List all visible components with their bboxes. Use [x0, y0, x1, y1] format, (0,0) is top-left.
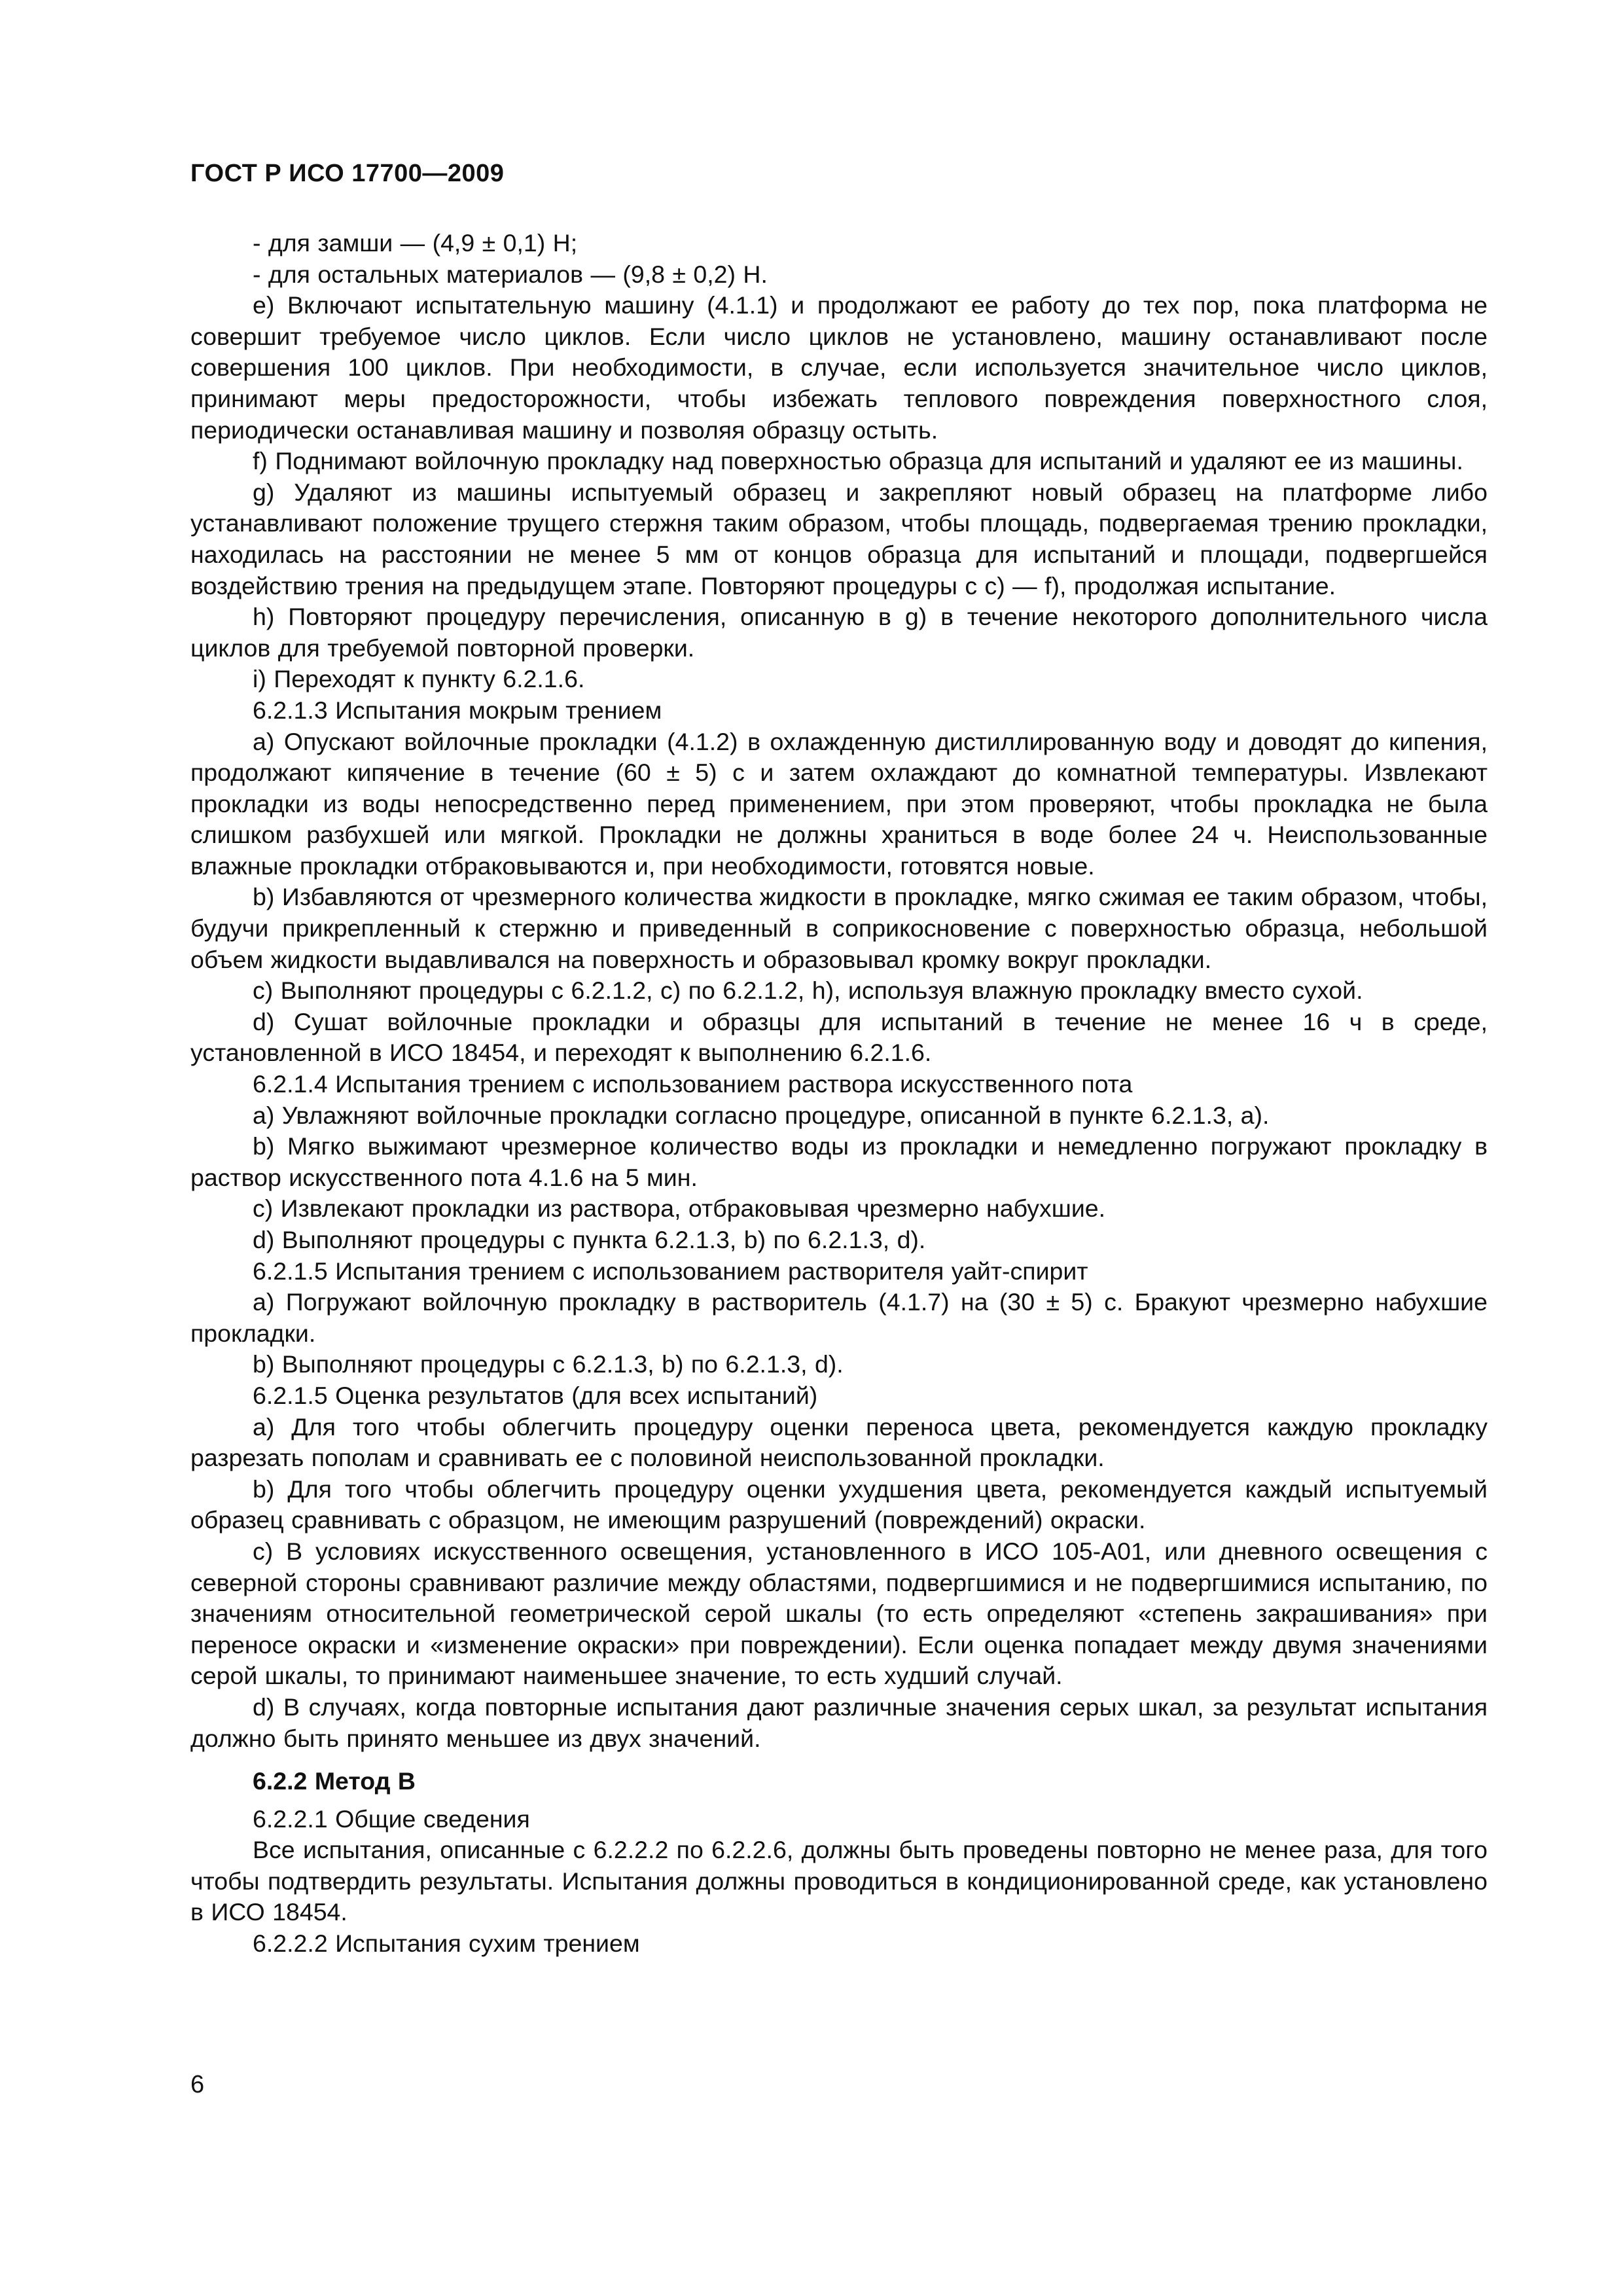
paragraph: b) Мягко выжимают чрезмерное количество воды из прокладки и немедленно погружают прокладку в раствор искусственного пота 4.1.6 на 5 мин.	[190, 1132, 1488, 1191]
paragraph: a) Для того чтобы облегчить процедуру оценки переноса цвета, рекомендуется каждую прокладку разрезать пополам и сравнивать ее с половиной неиспользованной прокладки.	[190, 1412, 1488, 1472]
paragraph: f) Поднимают войлочную прокладку над поверхностью образца для испытаний и удаляют ее из машины.	[253, 447, 1463, 475]
subsection-title: 6.2.2.1 Общие сведения	[253, 1804, 530, 1833]
paragraph: - для замши — (4,9 ± 0,1) Н;	[253, 229, 578, 257]
paragraph: b) Избавляются от чрезмерного количества жидкости в прокладке, мягко сжимая ее таким образом, чтобы, будучи прикрепленный к стержню и приведенный в соприкосновение с поверхностью образца, небольшой объем жидкости выдавливался на поверхность и образовывал кромку вокруг прокладки.	[190, 883, 1488, 973]
paragraph: d) Выполняют процедуры с пункта 6.2.1.3, b) по 6.2.1.3, d).	[253, 1226, 926, 1253]
paragraph: a) Увлажняют войлочные прокладки согласно процедуре, описанной в пункте 6.2.1.3, a).	[253, 1101, 1270, 1129]
paragraph: c) В условиях искусственного освещения, установленного в ИСО 105-А01, или дневного освещения с северной стороны сравнивают различие между областями, подвергшимися и не подвергшимися испытанию, по значениям относительной геометрической серой шкалы (то есть определяют «степень закрашивания» при переносе окраски и «изменение окраски» при повреждении). Если оценка попадает между двумя значениями серой шкалы, то принимают наименьшее значение, то есть худший случай.	[190, 1537, 1488, 1690]
subsection-title: 6.2.2.2 Испытания сухим трением	[253, 1929, 640, 1958]
document-header: ГОСТ Р ИСО 17700—2009	[190, 160, 505, 187]
paragraph: a) Погружают войлочную прокладку в растворитель (4.1.7) на (30 ± 5) с. Бракуют чрезмерно набухшие прокладки.	[190, 1288, 1488, 1347]
subsection-title: 6.2.1.4 Испытания трением с использованием раствора искусственного пота	[253, 1070, 1133, 1098]
paragraph: d) Сушат войлочные прокладки и образцы для испытаний в течение не менее 16 ч в среде, установленной в ИСО 18454, и переходят к выполнению 6.2.1.6.	[190, 1007, 1488, 1067]
paragraph: е) Включают испытательную машину (4.1.1) и продолжают ее работу до тех пор, пока платформа не совершит требуемое число циклов. Если число циклов не установлено, машину останавливают после совершения 100 циклов. При необходимости, в случае, если используется значительное число циклов, принимают меры предосторожности, чтобы избежать теплового повреждения поверхностного слоя, периодически останавливая машину и позволяя образцу остыть.	[190, 291, 1488, 444]
document-body	[190, 228, 1488, 1960]
subsection-title: 6.2.1.5 Оценка результатов (для всех испытаний)	[253, 1381, 818, 1409]
paragraph: - для остальных материалов — (9,8 ± 0,2) Н.	[253, 260, 768, 288]
paragraph: b) Выполняют процедуры с 6.2.1.3, b) по 6.2.1.3, d).	[253, 1350, 844, 1378]
paragraph: c) Извлекают прокладки из раствора, отбраковывая чрезмерно набухшие.	[253, 1194, 1106, 1223]
section-heading: 6.2.2 Метод В	[253, 1767, 416, 1795]
paragraph: c) Выполняют процедуры с 6.2.1.2, c) по 6.2.1.2, h), используя влажную прокладку вместо сухой.	[253, 977, 1363, 1005]
paragraph: b) Для того чтобы облегчить процедуру оценки ухудшения цвета, рекомендуется каждый испытуемый образец сравнивать с образцом, не имеющим разрушений (повреждений) окраски.	[190, 1475, 1488, 1534]
paragraph: h) Повторяют процедуру перечисления, описанную в g) в течение некоторого дополнительного числа циклов для требуемой повторной проверки.	[190, 603, 1488, 662]
paragraph: i) Переходят к пункту 6.2.1.6.	[253, 665, 585, 693]
paragraph: Все испытания, описанные с 6.2.2.2 по 6.2.2.6, должны быть проведены повторно не менее раза, для того чтобы подтвердить результаты. Испытания должны проводиться в кондиционированной среде, как установлено в ИСО 18454.	[190, 1836, 1488, 1926]
paragraph: g) Удаляют из машины испытуемый образец и закрепляют новый образец на платформе либо устанавливают положение трущего стержня таким образом, чтобы площадь, подвергаемая трению прокладки, находилась на расстоянии не менее 5 мм от концов образца для испытаний и площади, подвергшейся воздействию трения на предыдущем этапе. Повторяют процедуры с c) — f), продолжая испытание.	[190, 478, 1488, 600]
paragraph: a) Опускают войлочные прокладки (4.1.2) в охлажденную дистиллированную воду и доводят до кипения, продолжают кипячение в течение (60 ± 5) с и затем охлаждают до комнатной температуры. Извлекают прокладки из воды непосредственно перед применением, при этом проверяют, чтобы прокладка не была слишком разбухшей или мягкой. Прокладки не должны храниться в воде более 24 ч. Неиспользованные влажные прокладки отбраковываются и, при необходимости, готовятся новые.	[190, 727, 1488, 880]
subsection-title: 6.2.1.5 Испытания трением с использованием растворителя уайт-спирит	[253, 1257, 1088, 1285]
subsection-title: 6.2.1.3 Испытания мокрым трением	[253, 696, 662, 724]
page-number: 6	[190, 2071, 205, 2098]
paragraph: d) В случаях, когда повторные испытания дают различные значения серых шкал, за результат испытания должно быть принято меньшее из двух значений.	[190, 1693, 1488, 1752]
